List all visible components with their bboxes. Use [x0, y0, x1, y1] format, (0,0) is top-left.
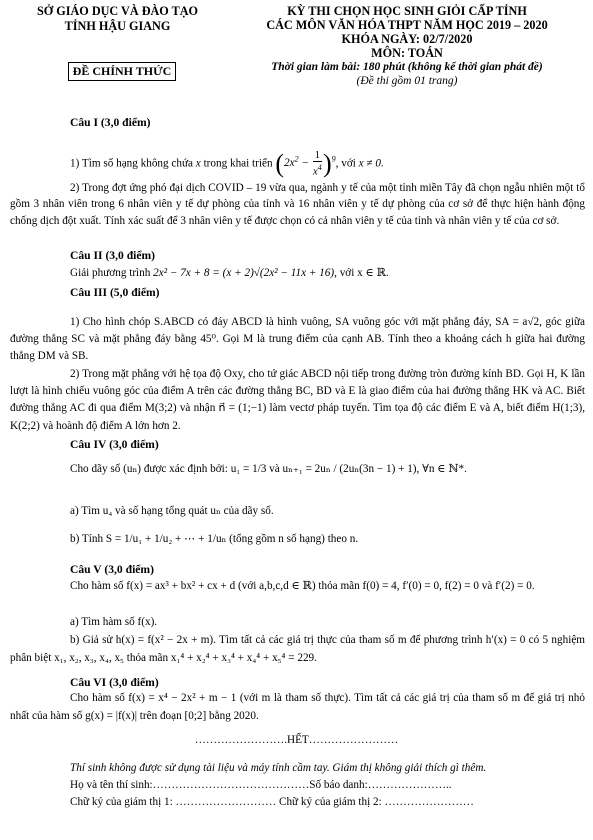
- question-5-part-b: [10, 632, 585, 667]
- question-4-intro: Cho dãy số (uₙ) được xác định bởi: u₁ = 1/3 và uₙ₊₁ = 2uₙ / (2uₙ(3n − 1) + 1), ∀n ∈ ℕ*.: [70, 463, 467, 475]
- question-4-part-b: b) Tính S = 1/u₁ + 1/u₂ + ⋯ + 1/uₙ (tổng gồm n số hạng) theo n.: [70, 533, 359, 545]
- exam-pages-note: (Đề thi gồm 01 trang): [356, 75, 458, 87]
- question-1-part-1: 1) Tìm số hạng không chứa x trong khai triển ($2x^2$ − $\frac{1}{x^4}$ )$^9$, với x ≠ 0.: [70, 148, 384, 178]
- department-header: [10, 4, 225, 33]
- question-4-part-a: a) Tìm u₄ và số hạng tổng quát uₙ của dãy số.: [70, 505, 274, 517]
- end-marker: …………………….HẾT……………………: [194, 734, 399, 746]
- q6-text: Cho hàm số f(x) = x⁴ − 2x² + m − 1 (với m là tham số thực). Tìm tất cả các giá trị của tham số m để giá trị nhỏ nhất của hàm số g(x) = |f(x)| trên đoạn [0;2] bằng 2020.: [10, 692, 585, 722]
- q1-p1-mid: trong khai triển: [200, 157, 276, 170]
- exam-title: KỲ THI CHỌN HỌC SINH GIỎI CẤP TỈNH: [287, 4, 527, 18]
- question-1-part-2: [10, 180, 585, 229]
- question-3-part-1: [10, 314, 585, 366]
- exam-date: KHÓA NGÀY: 02/7/2020: [341, 32, 473, 46]
- q1-p2-text: 2) Trong đợt ứng phó đại dịch COVID – 19 vừa qua, ngành y tế của một tỉnh miền Tây đã chọn ngẫu nhiên một tổ gồm 3 nhân viên trong 6 nhân viên y tế dự phòng của tỉnh và 16 nhân viên y tế dự phòng của cơ sở để thực hiện hành động chống dịch đột xuất. Tính xác suất để 3 nhân viên y tế được chọn có cả nhân viên y tế của tỉnh và nhân viên y tế của cơ sở.: [10, 182, 585, 227]
- question-5-part-a: a) Tìm hàm số f(x).: [70, 616, 158, 628]
- exam-subject: MÔN: TOÁN: [371, 46, 443, 60]
- question-3-part-2: [10, 366, 585, 435]
- exam-duration: Thời gian làm bài: 180 phút (không kể thời gian phát đề): [271, 61, 543, 73]
- exam-header: [228, 4, 586, 88]
- question-2-body: [70, 267, 585, 280]
- question-5-intro: [10, 578, 585, 596]
- q3-p2-text: 2) Trong mặt phẳng với hệ tọa độ Oxy, cho tứ giác ABCD nội tiếp trong đường tròn đường kính BD. Gọi H, K lần lượt là hình chiếu vuông góc của điểm A trên các đường thẳng BC, BD và E là giao điểm của hai đường thẳng HK và AC. Biết đường thẳng AC đi qua điểm M(3;2) và nhận n⃗ = (1;−1) làm vectơ pháp tuyến. Tìm tọa độ các điểm E và A, biết điểm H(1;3), K(2;2) và hoành độ điểm A lớn hơn 2.: [10, 368, 585, 432]
- q2-text-end: , với x ∈ ℝ.: [334, 267, 389, 279]
- official-exam-badge: ĐỀ CHÍNH THỨC: [68, 62, 176, 81]
- question-6-heading: Câu VI (3,0 điểm): [70, 676, 159, 689]
- q3-p1-text: 1) Cho hình chóp S.ABCD có đáy ABCD là hình vuông, SA vuông góc với mặt phẳng đáy, SA = a√2, góc giữa đường thẳng SC và mặt phẳng đáy bằng 45⁰. Gọi M là trung điểm của cạnh AB. Tính theo a khoảng cách h giữa hai đường thẳng DM và SB.: [10, 316, 585, 363]
- q1-p1-condition: x ≠ 0.: [358, 157, 384, 170]
- province-name: TỈNH HẬU GIANG: [64, 18, 171, 33]
- department-name: SỞ GIÁO DỤC VÀ ĐÀO TẠO: [36, 4, 199, 18]
- question-3-heading: Câu III (5,0 điểm): [70, 286, 160, 299]
- question-2-heading: Câu II (3,0 điểm): [70, 249, 156, 262]
- q1-p1-end: , với: [335, 157, 359, 170]
- q2-text-start: Giải phương trình: [70, 267, 154, 279]
- q1-p1-text: 1) Tìm số hạng không chứa: [70, 157, 196, 170]
- candidate-info-line: Họ và tên thí sinh:……………………………………Số báo danh:…………………..: [70, 779, 452, 791]
- question-1-heading: Câu I (3,0 điểm): [70, 116, 151, 129]
- footer-note: Thí sinh không được sử dụng tài liệu và máy tính cầm tay. Giám thị không giải thích gì thêm.: [70, 762, 487, 774]
- invigilator-signatures: Chữ ký của giám thị 1: ……………………… Chữ ký của giám thị 2: ……………………: [70, 796, 474, 808]
- question-4-heading: Câu IV (3,0 điểm): [70, 438, 159, 451]
- q5-b-text: b) Giả sử h(x) = f(x² − 2x + m). Tìm tất cả các giá trị thực của tham số m để phương trình h′(x) = 0 có 5 nghiệm phân biệt x₁, x₂, x₃, x₄, x₅ thỏa mãn x₁⁴ + x₂⁴ + x₃⁴ + x₄⁴ + x₅⁴ = 229.: [10, 634, 585, 664]
- question-5-heading: Câu V (3,0 điểm): [70, 563, 154, 576]
- q5-intro-text: Cho hàm số f(x) = ax³ + bx² + cx + d (với a,b,c,d ∈ ℝ) thỏa mãn f(0) = 4, f′(0) = 0, f(2) = 0 và f′(2) = 0.: [70, 580, 535, 592]
- exam-subtitle: CÁC MÔN VĂN HÓA THPT NĂM HỌC 2019 – 2020: [266, 18, 548, 32]
- q2-equation: 2x² − 7x + 8 = (x + 2)√(2x² − 11x + 16): [153, 267, 335, 279]
- question-6-body: [10, 690, 585, 725]
